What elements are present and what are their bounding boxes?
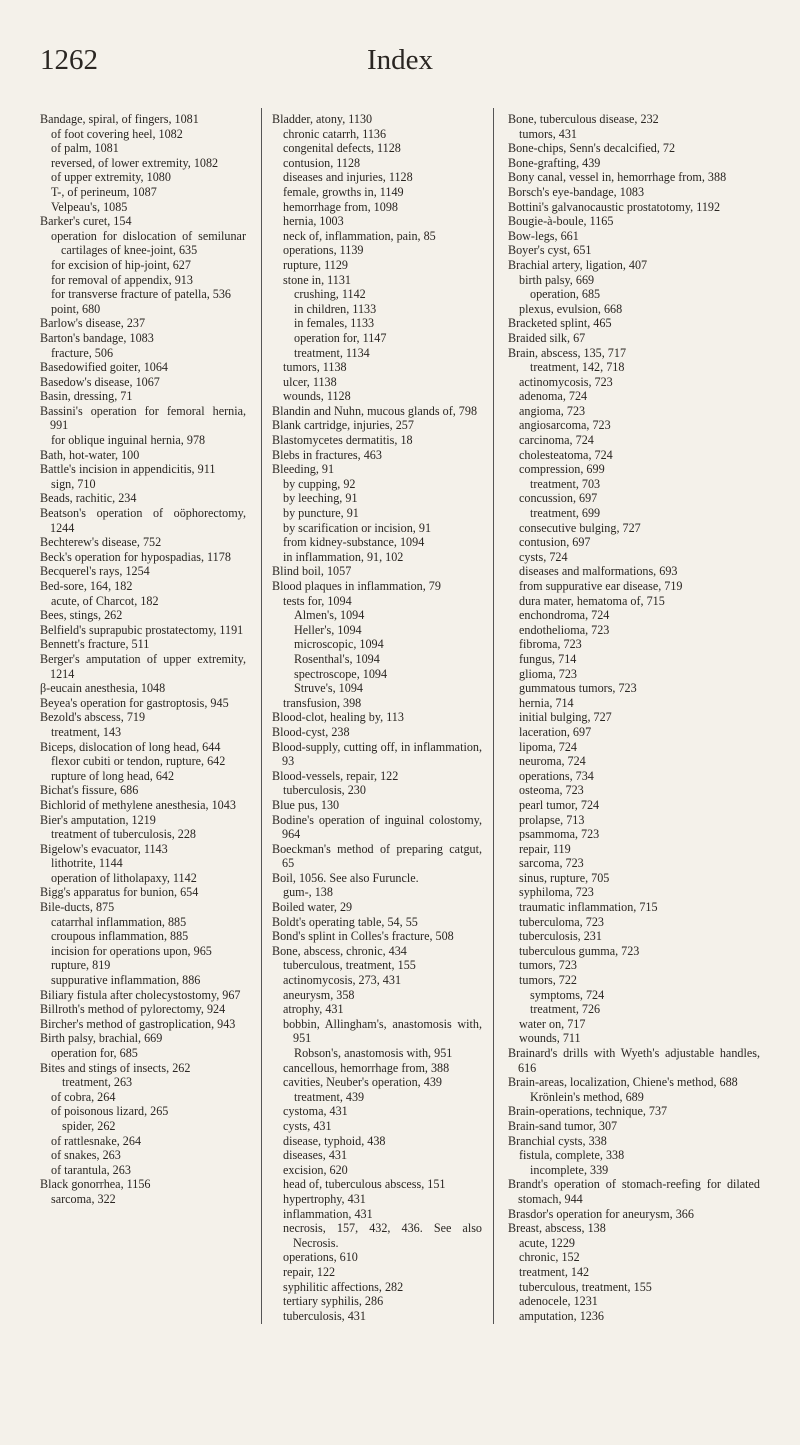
index-entry: point, 680 xyxy=(51,301,101,316)
index-entry: pearl tumor, 724 xyxy=(519,797,600,812)
index-entry: Bigelow's evacuator, 1143 xyxy=(40,841,168,856)
index-entry: Barker's curet, 154 xyxy=(40,214,132,229)
index-entry: prolapse, 713 xyxy=(519,812,585,827)
index-entry: in females, 1133 xyxy=(294,316,375,331)
index-entry: β-eucain anesthesia, 1048 xyxy=(40,681,166,696)
index-entry: laceration, 697 xyxy=(519,724,592,739)
index-entry: treatment, 263 xyxy=(62,1075,133,1090)
index-entry: chronic, 152 xyxy=(519,1250,580,1265)
index-entry: bobbin, Allingham's, anastomosis with, 951 xyxy=(283,1016,482,1046)
index-entry: Boldt's operating table, 54, 55 xyxy=(272,914,418,929)
index-entry: Blank cartridge, injuries, 257 xyxy=(272,418,414,433)
index-entry: Blood-clot, healing by, 113 xyxy=(272,710,404,725)
index-entry: Blood-vessels, repair, 122 xyxy=(272,768,399,783)
index-entry: actinomycosis, 723 xyxy=(519,374,613,389)
index-entry: tumors, 431 xyxy=(519,126,578,141)
index-entry: tuberculous, treatment, 155 xyxy=(519,1279,652,1294)
index-entry: water on, 717 xyxy=(519,1016,586,1031)
index-entry: disease, typhoid, 438 xyxy=(283,1133,386,1148)
index-entry: fungus, 714 xyxy=(519,651,577,666)
index-entry: Bodine's operation of inguinal colostomy, 964 xyxy=(272,812,482,842)
index-entry: tuberculosis, 431 xyxy=(283,1308,366,1323)
index-entry: tuberculoma, 723 xyxy=(519,914,604,929)
index-entry: Bleeding, 91 xyxy=(272,462,335,477)
index-entry: tests for, 1094 xyxy=(283,593,352,608)
index-entry: cancellous, hemorrhage from, 388 xyxy=(283,1060,450,1075)
index-entry: Basedow's disease, 1067 xyxy=(40,374,160,389)
page-header xyxy=(0,44,800,90)
index-entry: aneurysm, 358 xyxy=(283,987,355,1002)
index-entry: of palm, 1081 xyxy=(51,141,119,156)
index-column-1 xyxy=(40,112,246,1207)
index-entry: Bassini's operation for femoral hernia, 991 xyxy=(40,403,246,433)
index-entry: atrophy, 431 xyxy=(283,1002,344,1017)
index-entry: in inflammation, 91, 102 xyxy=(283,549,404,564)
index-entry: tuberculosis, 231 xyxy=(519,929,602,944)
index-entry: croupous inflammation, 885 xyxy=(51,929,189,944)
page-number: 1262 xyxy=(40,44,98,76)
index-entry: syphiloma, 723 xyxy=(519,885,594,900)
index-entry: for transverse fracture of patella, 536 xyxy=(51,287,231,302)
index-column-3 xyxy=(508,112,760,1323)
index-entry: Battle's incision in appendicitis, 911 xyxy=(40,462,216,477)
index-entry: neuroma, 724 xyxy=(519,754,586,769)
index-entry: operation, 685 xyxy=(530,287,601,302)
index-entry: Bile-ducts, 875 xyxy=(40,900,115,915)
index-entry: operation for, 1147 xyxy=(294,330,387,345)
index-entry: Brain, abscess, 135, 717 xyxy=(508,345,627,360)
index-entry: of cobra, 264 xyxy=(51,1089,116,1104)
index-entry: incision for operations upon, 965 xyxy=(51,943,212,958)
index-entry: enchondroma, 724 xyxy=(519,608,610,623)
index-entry: fistula, complete, 338 xyxy=(519,1148,625,1163)
index-entry: Bladder, atony, 1130 xyxy=(272,112,373,126)
index-entry: Bow-legs, 661 xyxy=(508,228,579,243)
index-entry: Belfield's suprapubic prostatectomy, 1191 xyxy=(40,622,244,637)
index-entry: Boeckman's method of preparing catgut, 65 xyxy=(272,841,482,871)
index-entry: endothelioma, 723 xyxy=(519,622,610,637)
index-entry: Braided silk, 67 xyxy=(508,330,586,345)
index-entry: Bezold's abscess, 719 xyxy=(40,710,146,725)
index-entry: hernia, 714 xyxy=(519,695,574,710)
index-entry: by scarification or incision, 91 xyxy=(283,520,432,535)
index-entry: Bath, hot-water, 100 xyxy=(40,447,140,462)
index-entry: Bichat's fissure, 686 xyxy=(40,783,139,798)
index-entry: Blood plaques in inflammation, 79 xyxy=(272,579,441,593)
index-entry: Bechterew's disease, 752 xyxy=(40,535,162,550)
index-entry: cholesteatoma, 724 xyxy=(519,447,613,462)
index-entry: of snakes, 263 xyxy=(51,1148,121,1163)
index-entry: contusion, 697 xyxy=(519,535,591,550)
index-entry: of poisonous lizard, 265 xyxy=(51,1104,169,1119)
index-entry: operation for, 685 xyxy=(51,1046,138,1060)
index-entry: cysts, 724 xyxy=(519,549,568,564)
index-entry: treatment, 1134 xyxy=(294,345,370,360)
index-entry: Becquerel's rays, 1254 xyxy=(40,564,150,579)
index-entry: Berger's amputation of upper extremity, 1214 xyxy=(40,651,246,681)
index-entry: Krönlein's method, 689 xyxy=(530,1089,644,1104)
index-entry: treatment, 142, 718 xyxy=(530,360,625,375)
index-entry: catarrhal inflammation, 885 xyxy=(51,914,187,929)
index-entry: Bond's splint in Colles's fracture, 508 xyxy=(272,929,454,944)
index-entry: hypertrophy, 431 xyxy=(283,1191,366,1206)
index-entry: treatment, 699 xyxy=(530,506,601,521)
index-entry: sign, 710 xyxy=(51,476,96,491)
index-entry: operations, 610 xyxy=(283,1250,358,1265)
index-entry: Bigg's apparatus for bunion, 654 xyxy=(40,885,199,900)
index-entry: initial bulging, 727 xyxy=(519,710,612,725)
index-entry: tuberculous gumma, 723 xyxy=(519,943,640,958)
index-entry: Brain-operations, technique, 737 xyxy=(508,1104,668,1119)
index-entry: Brasdor's operation for aneurysm, 366 xyxy=(508,1206,694,1221)
index-entry: Blood-supply, cutting off, in inflammation, 93 xyxy=(272,739,482,769)
index-entry: of foot covering heel, 1082 xyxy=(51,126,183,141)
index-entry: by puncture, 91 xyxy=(283,506,359,521)
index-entry: compression, 699 xyxy=(519,462,605,477)
index-entry: gum-, 138 xyxy=(283,885,333,900)
index-entry: sarcoma, 322 xyxy=(51,1191,116,1206)
index-entry: Branchial cysts, 338 xyxy=(508,1133,607,1148)
index-entry: Borsch's eye-bandage, 1083 xyxy=(508,184,645,199)
index-entry: transfusion, 398 xyxy=(283,695,362,710)
index-entry: Bone, tuberculous disease, 232 xyxy=(508,112,659,126)
index-entry: in children, 1133 xyxy=(294,301,377,316)
index-entry: operation of litholapaxy, 1142 xyxy=(51,870,197,885)
index-entry: Blandin and Nuhn, mucous glands of, 798 xyxy=(272,403,478,418)
index-entry: Bees, stings, 262 xyxy=(40,608,123,623)
index-entry: tumors, 722 xyxy=(519,973,578,988)
index-entry: Heller's, 1094 xyxy=(294,622,362,637)
index-entry: chronic catarrh, 1136 xyxy=(283,126,387,141)
index-entry: diseases and injuries, 1128 xyxy=(283,170,413,185)
index-entry: Beads, rachitic, 234 xyxy=(40,491,137,506)
index-entry: wounds, 711 xyxy=(519,1031,581,1046)
index-entry: head of, tuberculous abscess, 151 xyxy=(283,1177,446,1192)
index-entry: osteoma, 723 xyxy=(519,783,584,798)
index-entry: rupture of long head, 642 xyxy=(51,768,175,783)
index-entry: carcinoma, 724 xyxy=(519,433,594,448)
index-entry: Bougie-à-boule, 1165 xyxy=(508,214,614,229)
index-entry: tertiary syphilis, 286 xyxy=(283,1294,384,1309)
index-entry: Struve's, 1094 xyxy=(294,681,363,696)
index-entry: Bites and stings of insects, 262 xyxy=(40,1060,191,1075)
index-entry: by cupping, 92 xyxy=(283,476,356,491)
index-entry: glioma, 723 xyxy=(519,666,577,681)
index-entry: amputation, 1236 xyxy=(519,1308,604,1323)
index-entry: lipoma, 724 xyxy=(519,739,577,754)
index-entry: sarcoma, 723 xyxy=(519,856,584,871)
index-entry: repair, 119 xyxy=(519,841,571,856)
index-entry: Beyea's operation for gastroptosis, 945 xyxy=(40,695,229,710)
index-entry: diseases, 431 xyxy=(283,1148,348,1163)
index-entry: incomplete, 339 xyxy=(530,1162,609,1177)
index-entry: traumatic inflammation, 715 xyxy=(519,900,658,915)
index-entry: of tarantula, 263 xyxy=(51,1162,131,1177)
index-entry: Brainard's drills with Wyeth's adjustable handles, 616 xyxy=(508,1046,760,1075)
index-entry: female, growths in, 1149 xyxy=(283,184,404,199)
index-entry: spectroscope, 1094 xyxy=(294,666,388,681)
index-entry: Rosenthal's, 1094 xyxy=(294,651,380,666)
index-entry: flexor cubiti or tendon, rupture, 642 xyxy=(51,754,226,769)
index-entry: Bier's amputation, 1219 xyxy=(40,812,156,827)
index-column-2 xyxy=(272,112,482,1323)
index-entry: T-, of perineum, 1087 xyxy=(51,184,157,199)
index-entry: Brain-sand tumor, 307 xyxy=(508,1118,618,1133)
index-entry: hemorrhage from, 1098 xyxy=(283,199,398,214)
index-entry: of upper extremity, 1080 xyxy=(51,170,171,185)
index-entry: Barlow's disease, 237 xyxy=(40,316,146,331)
index-entry: hernia, 1003 xyxy=(283,214,344,229)
column-divider xyxy=(261,108,262,1324)
index-entry: contusion, 1128 xyxy=(283,155,361,170)
index-entry: tuberculous, treatment, 155 xyxy=(283,958,416,973)
index-entry: Blebs in fractures, 463 xyxy=(272,447,382,462)
index-entry: for excision of hip-joint, 627 xyxy=(51,257,191,272)
index-entry: birth palsy, 669 xyxy=(519,272,595,287)
index-entry: Bony canal, vessel in, hemorrhage from, 388 xyxy=(508,170,727,185)
index-entry: Brachial artery, ligation, 407 xyxy=(508,257,648,272)
index-entry: operation for dislocation of semilunar cartilages of knee-joint, 635 xyxy=(51,228,246,258)
index-entry: Boiled water, 29 xyxy=(272,900,353,915)
index-entry: treatment, 439 xyxy=(294,1089,365,1104)
index-entry: fracture, 506 xyxy=(51,345,114,360)
index-entry: Beatson's operation of oöphorectomy, 1244 xyxy=(40,506,246,535)
index-entry: symptoms, 724 xyxy=(530,987,605,1002)
index-entry: gummatous tumors, 723 xyxy=(519,681,637,696)
index-entry: Billroth's method of pylorectomy, 924 xyxy=(40,1002,226,1017)
index-entry: Beck's operation for hypospadias, 1178 xyxy=(40,549,231,564)
index-entry: Bracketed splint, 465 xyxy=(508,316,612,331)
index-entry: concussion, 697 xyxy=(519,491,598,506)
index-entry: Robson's, anastomosis with, 951 xyxy=(294,1046,453,1060)
index-entry: congenital defects, 1128 xyxy=(283,141,401,156)
index-entry: Bottini's galvanocaustic prostatotomy, 1192 xyxy=(508,199,721,214)
index-entry: treatment, 142 xyxy=(519,1264,590,1279)
index-entry: Basin, dressing, 71 xyxy=(40,389,133,404)
index-entry: adenoma, 724 xyxy=(519,389,588,404)
index-entry: psammoma, 723 xyxy=(519,827,600,842)
index-entry: crushing, 1142 xyxy=(294,287,366,302)
index-entry: Biliary fistula after cholecystostomy, 967 xyxy=(40,987,241,1002)
index-entry: for oblique inguinal hernia, 978 xyxy=(51,433,206,448)
index-entry: excision, 620 xyxy=(283,1162,348,1177)
index-entry: treatment, 726 xyxy=(530,1002,601,1017)
index-entry: diseases and malformations, 693 xyxy=(519,564,678,579)
index-entry: Birth palsy, brachial, 669 xyxy=(40,1031,163,1046)
index-entry: Brandt's operation of stomach-reefing for dilated stomach, 944 xyxy=(508,1177,760,1206)
index-entry: repair, 122 xyxy=(283,1264,336,1279)
index-entry: Bone-grafting, 439 xyxy=(508,155,601,170)
index-entry: tumors, 723 xyxy=(519,958,578,973)
index-entry: necrosis, 157, 432, 436. See also Necrosis. xyxy=(283,1221,482,1250)
index-entry: operations, 734 xyxy=(519,768,594,783)
index-entry: spider, 262 xyxy=(62,1118,116,1133)
index-entry: ulcer, 1138 xyxy=(283,374,337,389)
index-entry: Boyer's cyst, 651 xyxy=(508,243,592,258)
index-entry: Almen's, 1094 xyxy=(294,608,365,623)
index-entry: angioma, 723 xyxy=(519,403,586,418)
index-entry: for removal of appendix, 913 xyxy=(51,272,193,287)
index-entry: Bennett's fracture, 511 xyxy=(40,637,150,652)
index-entry: adenocele, 1231 xyxy=(519,1294,598,1309)
index-entry: angiosarcoma, 723 xyxy=(519,418,611,433)
index-entry: treatment, 703 xyxy=(530,476,601,491)
index-entry: Blind boil, 1057 xyxy=(272,564,352,579)
index-entry: tumors, 1138 xyxy=(283,360,347,375)
index-entry: Bed-sore, 164, 182 xyxy=(40,579,133,593)
index-entry: wounds, 1128 xyxy=(283,389,351,404)
index-entry: acute, 1229 xyxy=(519,1235,575,1250)
index-entry: fibroma, 723 xyxy=(519,637,582,652)
index-entry: tuberculosis, 230 xyxy=(283,783,366,798)
index-entry: Boil, 1056. See also Furuncle. xyxy=(272,870,419,885)
index-entry: Brain-areas, localization, Chiene's method, 688 xyxy=(508,1075,738,1090)
index-entry: Basedowified goiter, 1064 xyxy=(40,360,168,375)
index-entry: from suppurative ear disease, 719 xyxy=(519,579,683,593)
index-entry: Bircher's method of gastroplication, 943 xyxy=(40,1016,236,1031)
index-entry: lithotrite, 1144 xyxy=(51,856,123,871)
index-entry: suppurative inflammation, 886 xyxy=(51,973,201,988)
index-entry: rupture, 819 xyxy=(51,958,111,973)
index-entry: from kidney-substance, 1094 xyxy=(283,535,425,550)
index-entry: operations, 1139 xyxy=(283,243,364,258)
index-entry: treatment of tuberculosis, 228 xyxy=(51,827,196,842)
index-entry: Bandage, spiral, of fingers, 1081 xyxy=(40,112,199,126)
index-entry: sinus, rupture, 705 xyxy=(519,870,610,885)
index-entry: consecutive bulging, 727 xyxy=(519,520,641,535)
index-entry: Blue pus, 130 xyxy=(272,797,340,812)
index-entry: Bone-chips, Senn's decalcified, 72 xyxy=(508,141,676,156)
index-entry: dura mater, hematoma of, 715 xyxy=(519,593,665,608)
index-entry: Breast, abscess, 138 xyxy=(508,1221,606,1236)
index-entry: acute, of Charcot, 182 xyxy=(51,593,159,608)
index-entry: stone in, 1131 xyxy=(283,272,352,287)
index-entry: cavities, Neuber's operation, 439 xyxy=(283,1075,442,1090)
index-entry: by leeching, 91 xyxy=(283,491,358,506)
index-entry: Bone, abscess, chronic, 434 xyxy=(272,943,407,958)
page-title: Index xyxy=(366,44,434,76)
index-entry: plexus, evulsion, 668 xyxy=(519,301,623,316)
index-entry: rupture, 1129 xyxy=(283,257,348,272)
index-entry: Bichlorid of methylene anesthesia, 1043 xyxy=(40,797,236,812)
index-entry: Barton's bandage, 1083 xyxy=(40,330,154,345)
index-entry: microscopic, 1094 xyxy=(294,637,384,652)
index-entry: syphilitic affections, 282 xyxy=(283,1279,404,1294)
index-entry: Blastomycetes dermatitis, 18 xyxy=(272,433,413,448)
index-entry: cystoma, 431 xyxy=(283,1104,348,1119)
index-entry: of rattlesnake, 264 xyxy=(51,1133,142,1148)
index-entry: cysts, 431 xyxy=(283,1118,332,1133)
index-entry: Biceps, dislocation of long head, 644 xyxy=(40,739,221,754)
index-entry: reversed, of lower extremity, 1082 xyxy=(51,155,219,170)
index-entry: Blood-cyst, 238 xyxy=(272,724,350,739)
index-entry: Black gonorrhea, 1156 xyxy=(40,1177,151,1192)
column-divider xyxy=(493,108,494,1324)
index-entry: actinomycosis, 273, 431 xyxy=(283,973,402,988)
index-entry: treatment, 143 xyxy=(51,724,122,739)
index-entry: neck of, inflammation, pain, 85 xyxy=(283,228,436,243)
index-entry: inflammation, 431 xyxy=(283,1206,373,1221)
index-entry: Velpeau's, 1085 xyxy=(51,199,128,214)
